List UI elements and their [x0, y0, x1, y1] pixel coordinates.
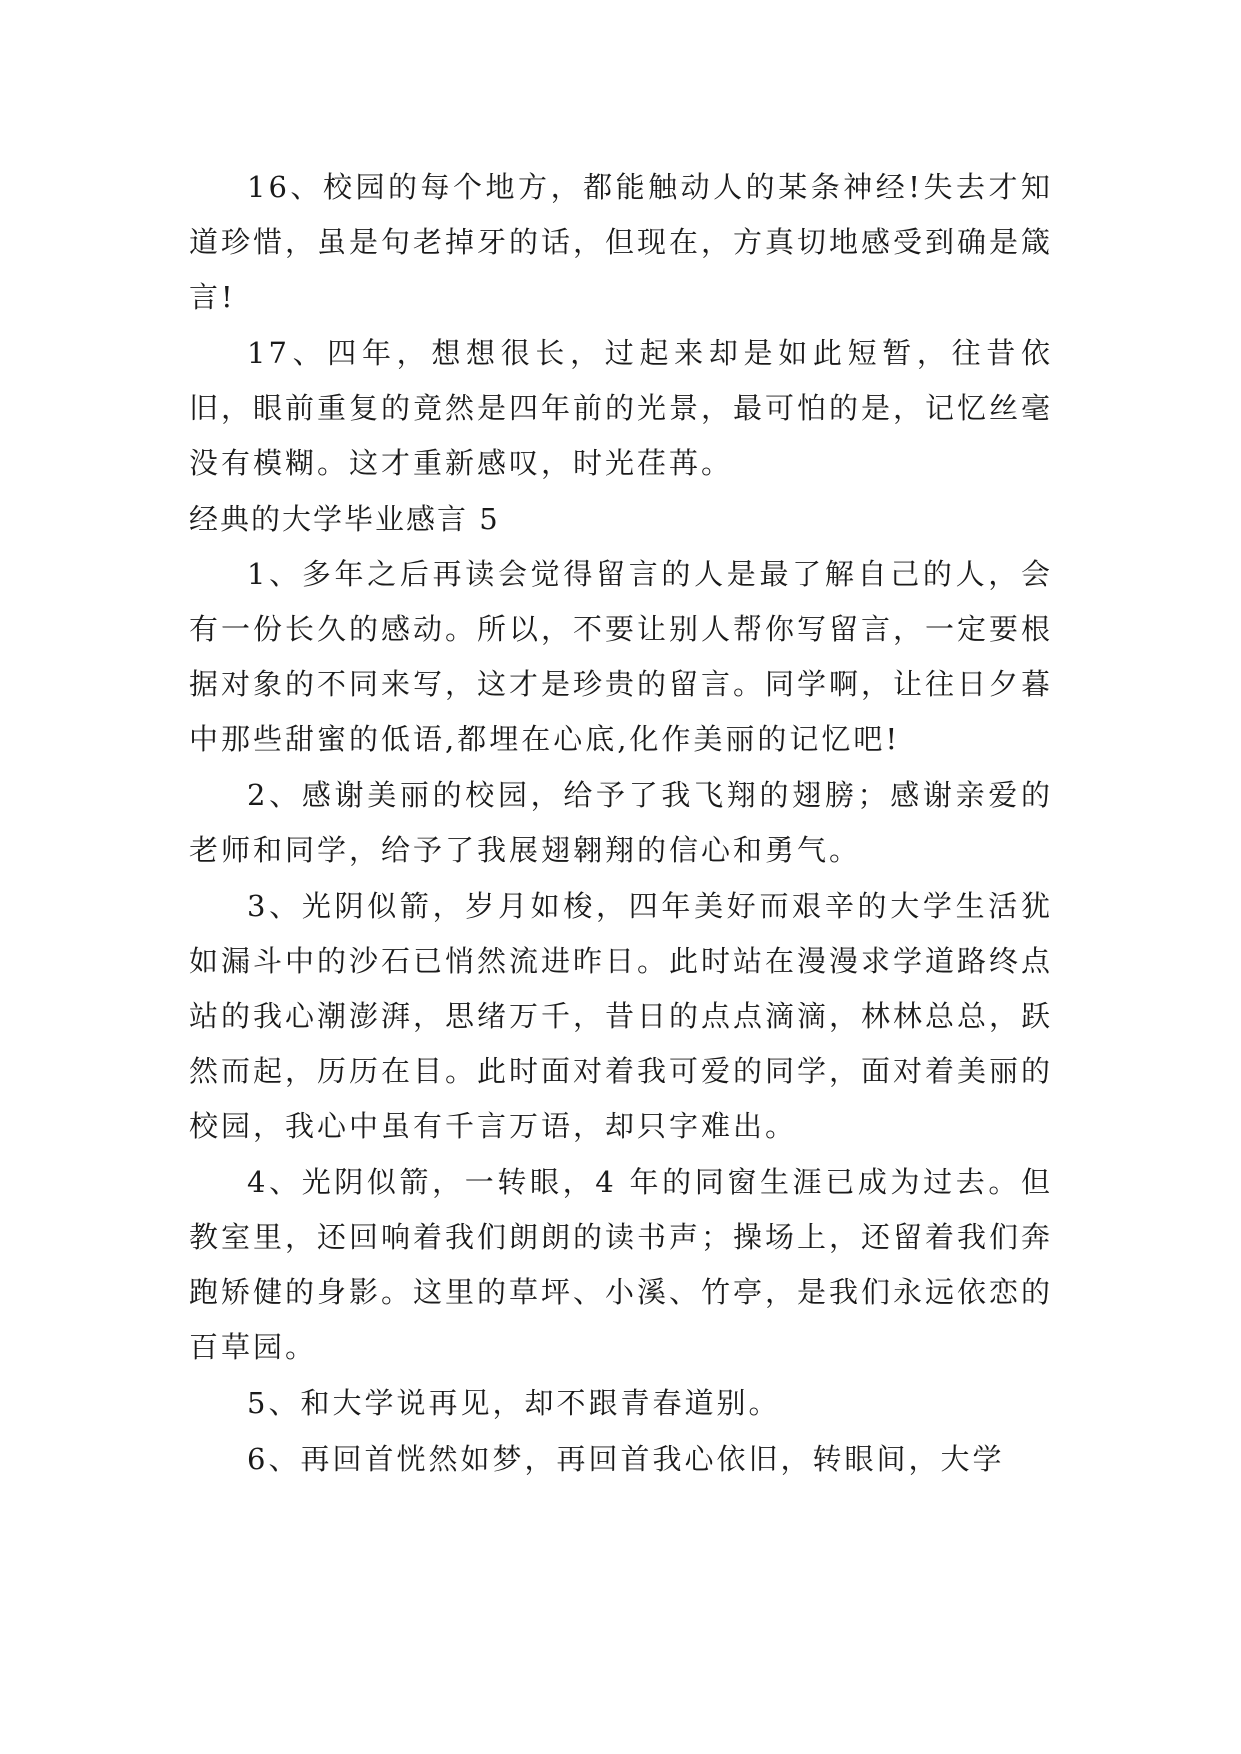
- paragraph-16: 16、校园的每个地方，都能触动人的某条神经!失去才知道珍惜，虽是句老掉牙的话，但现在，方真切地感受到确是箴言!: [189, 170, 1054, 314]
- paragraph-5: 5、和大学说再见，却不跟青春道别。: [247, 1386, 781, 1420]
- paragraph-1: 1、多年之后再读会觉得留言的人是最了解自己的人，会有一份长久的感动。所以，不要让别人帮你写留言，一定要根据对象的不同来写，这才是珍贵的留言。同学啊，让往日夕暮中那些甜蜜的低语,都埋在心底,化作美丽的记忆吧!: [189, 557, 1054, 756]
- section-heading: 经典的大学毕业感言 5: [189, 502, 500, 536]
- document-page: [189, 160, 1053, 1488]
- paragraph-3: 3、光阴似箭，岁月如梭，四年美好而艰辛的大学生活犹如漏斗中的沙石已悄然流进昨日。此时站在漫漫求学道路终点站的我心潮澎湃，思绪万千，昔日的点点滴滴，林林总总，跃然而起，历历在目。此时面对着我可爱的同学，面对着美丽的校园，我心中虽有千言万语，却只字难出。: [189, 889, 1054, 1143]
- paragraph-4: 4、光阴似箭，一转眼，4 年的同窗生涯已成为过去。但教室里，还回响着我们朗朗的读书声；操场上，还留着我们奔跑矫健的身影。这里的草坪、小溪、竹亭，是我们永远依恋的百草园。: [189, 1165, 1054, 1364]
- paragraph-2: 2、感谢美丽的校园，给予了我飞翔的翅膀；感谢亲爱的老师和同学，给予了我展翅翱翔的信心和勇气。: [189, 778, 1053, 867]
- paragraph-17: 17、四年，想想很长，过起来却是如此短暂，往昔依旧，眼前重复的竟然是四年前的光景，最可怕的是，记忆丝毫没有模糊。这才重新感叹，时光荏苒。: [189, 336, 1054, 480]
- paragraph-6: 6、再回首恍然如梦，再回首我心依旧，转眼间，大学: [247, 1442, 1005, 1476]
